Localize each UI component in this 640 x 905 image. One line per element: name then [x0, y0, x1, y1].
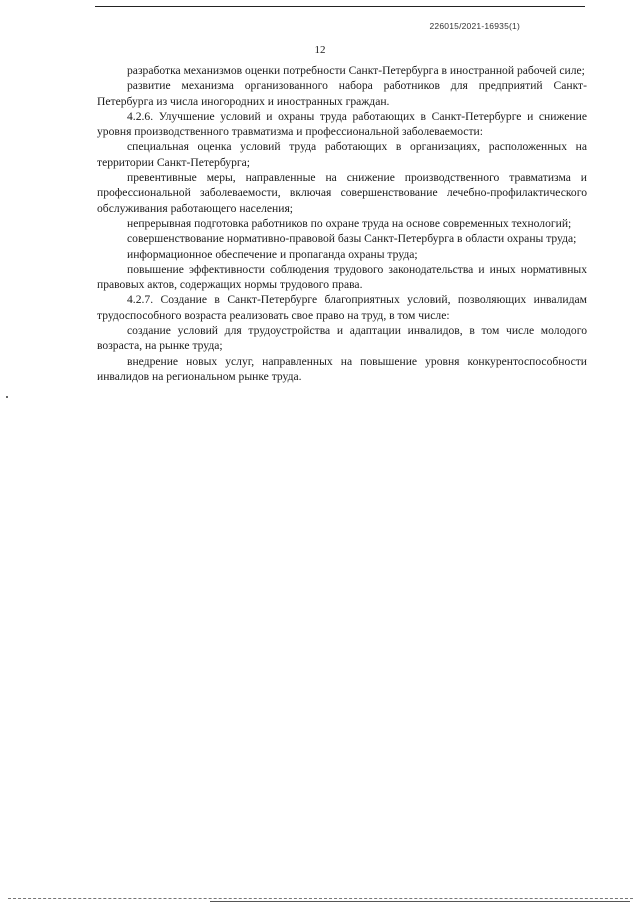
paragraph: повышение эффективности соблюдения трудового законодательства и иных нормативных правовых актов, содержащих нормы трудового права.	[97, 262, 587, 292]
paragraph: совершенствование нормативно-правовой базы Санкт-Петербурга в области охраны труда;	[127, 232, 577, 246]
document-body	[97, 63, 587, 384]
paragraph: непрерывная подготовка работников по охране труда на основе современных технологий;	[127, 216, 572, 230]
bottom-scan-line-2	[210, 901, 630, 902]
section-heading-4-2-6: 4.2.6. Улучшение условий и охраны труда работающих в Санкт-Петербурге и снижение уровня производственного травматизма и профессиональной заболеваемости:	[97, 109, 587, 139]
document-id: 226015/2021-16935(1)	[429, 21, 520, 31]
page-number: 12	[314, 44, 326, 56]
paragraph: создание условий для трудоустройства и адаптации инвалидов, в том числе молодого возраста, на рынке труда;	[97, 324, 587, 353]
bottom-scan-line	[8, 898, 633, 899]
paragraph: развитие механизма организованного набора работников для предприятий Санкт-Петербурга из числа иногородних и иностранных граждан.	[97, 79, 587, 108]
top-scan-line	[95, 6, 585, 7]
paragraph: разработка механизмов оценки потребности Санкт-Петербурга в иностранной рабочей силе;	[127, 64, 585, 77]
paragraph: внедрение новых услуг, направленных на повышение уровня конкурентоспособности инвалидов на региональном рынке труда.	[97, 354, 587, 383]
section-heading-4-2-7: 4.2.7. Создание в Санкт-Петербурге благоприятных условий, позволяющих инвалидам трудоспособного возраста реализовать свое право на труд, в том числе:	[97, 293, 587, 322]
paragraph: превентивные меры, направленные на снижение производственного травматизма и профессиональной заболеваемости, включая совершенствование лечебно-профилактического обслуживания работающего населения;	[97, 171, 587, 215]
paragraph: специальная оценка условий труда работающих в организациях, расположенных на территории Санкт-Петербурга;	[97, 140, 587, 169]
paragraph: информационное обеспечение и пропаганда охраны труда;	[127, 247, 418, 261]
scan-margin-mark	[6, 396, 8, 398]
